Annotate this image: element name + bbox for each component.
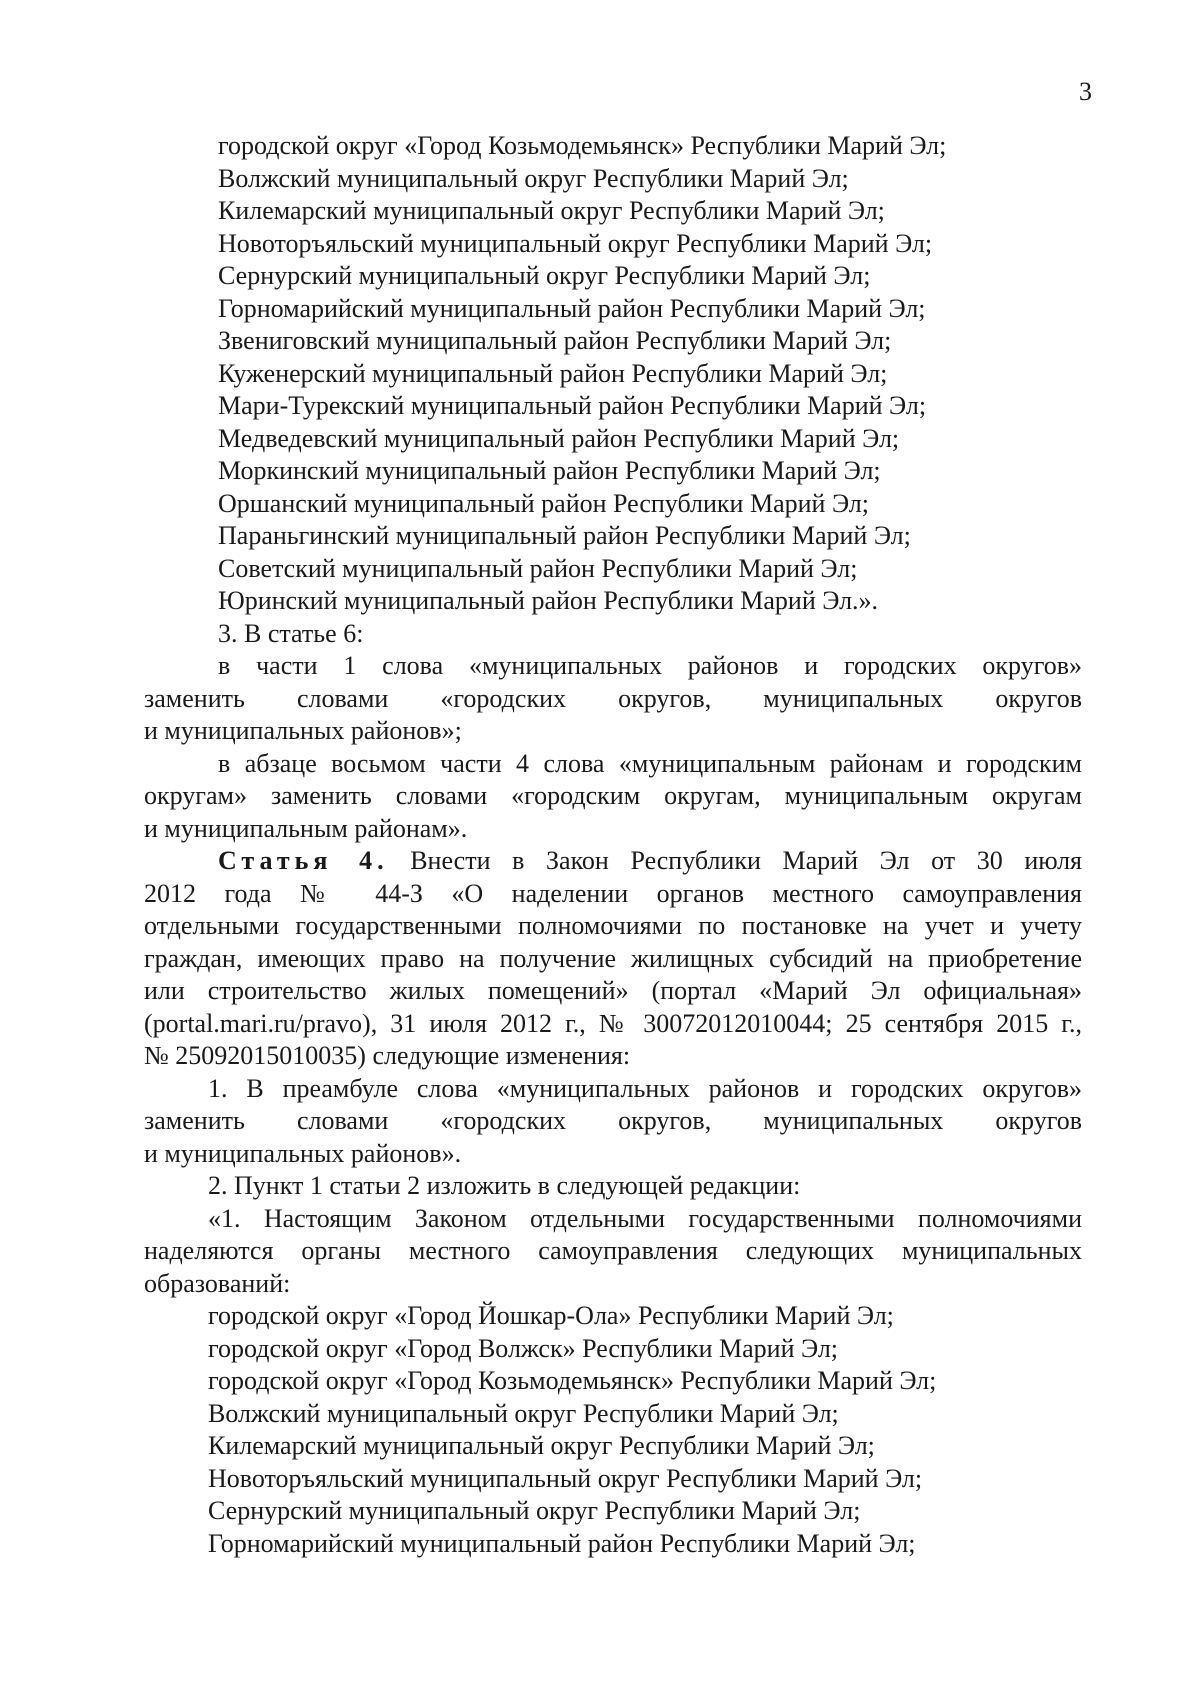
list-item: Советский муниципальный район Республики Марий Эл; — [218, 553, 858, 583]
list-item: Куженерский муниципальный район Республики Марий Эл; — [218, 358, 888, 388]
paragraph-line: № 25092015010035) следующие изменения: — [144, 1041, 631, 1070]
list-item: Горномарийский муниципальный район Республики Марий Эл; — [218, 293, 926, 323]
document-body — [144, 130, 1082, 1560]
list-item: Звениговский муниципальный район Республики Марий Эл; — [218, 326, 892, 355]
article-4-text: Внести в Закон Республики Марий Эл от 30 июля — [410, 846, 1082, 875]
paragraph-line: заменить словами «городских округов, муниципальных округов — [144, 683, 1082, 713]
quote-paragraph — [144, 1203, 1082, 1301]
item-1-preamble — [144, 1073, 1082, 1171]
paragraph-line: 2012 года № 44-З «О наделении органов местного самоуправления — [144, 878, 1082, 908]
paragraph-part-1 — [144, 650, 1082, 748]
item-2-heading: 2. Пункт 1 статьи 2 изложить в следующей редакции: — [208, 1171, 801, 1200]
list-item: городской округ «Город Козьмодемьянск» Республики Марий Эл; — [208, 1366, 937, 1395]
paragraph-line: отдельными государственными полномочиями по постановке на учет и учету — [144, 911, 1082, 940]
paragraph-line: заменить словами «городских округов, муниципальных округов — [144, 1106, 1082, 1135]
article-4-first-line — [144, 845, 1082, 878]
paragraph-line: граждан, имеющих право на получение жилищных субсидий на приобретение — [144, 943, 1082, 973]
list-item: Сернурский муниципальный округ Республики Марий Эл; — [218, 261, 871, 290]
list-item: Волжский муниципальный округ Республики Марий Эл; — [218, 163, 849, 193]
list-item: Килемарский муниципальный округ Республики Марий Эл; — [218, 196, 885, 225]
paragraph-line: «1. Настоящим Законом отдельными государственными полномочиями — [208, 1203, 1082, 1233]
list-item: городской округ «Город Козьмодемьянск» Республики Марий Эл; — [218, 131, 947, 160]
paragraph-line: 1. В преамбуле слова «муниципальных районов и городских округов» — [208, 1073, 1082, 1103]
paragraph-abzac-8 — [144, 748, 1082, 846]
list-item: Новоторъяльский муниципальный округ Республики Марий Эл; — [218, 228, 933, 258]
page-number: 3 — [1079, 77, 1092, 106]
paragraph-line: округам» заменить словами «городским округам, муниципальным округам — [144, 781, 1082, 810]
paragraph-line: и муниципальных районов»; — [144, 716, 462, 745]
paragraph-line: и муниципальным районам». — [144, 813, 468, 843]
article-4 — [144, 845, 1082, 1073]
paragraph-line: в части 1 слова «муниципальных районов и городских округов» — [218, 651, 1082, 680]
paragraph-line: (portal.mari.ru/pravo), 31 июля 2012 г., № 30072012010044; 25 сентября 2015 г., — [144, 1008, 1082, 1038]
paragraph-line: наделяются органы местного самоуправления следующих муниципальных — [144, 1236, 1082, 1265]
paragraph-line: образований: — [144, 1268, 291, 1298]
list-item: Килемарский муниципальный округ Республики Марий Эл; — [208, 1431, 875, 1460]
list-item: Параньгинский муниципальный район Республики Марий Эл; — [218, 521, 911, 550]
list-item: городской округ «Город Йошкар-Ола» Республики Марий Эл; — [208, 1301, 894, 1330]
list-item: Медведевский муниципальный район Республики Марий Эл; — [218, 423, 900, 453]
item-3-heading: 3. В статье 6: — [218, 618, 364, 648]
article-label: Статья 4. — [218, 846, 389, 875]
paragraph-line: и муниципальных районов». — [144, 1138, 462, 1168]
list-item: Моркинский муниципальный район Республики Марий Эл; — [218, 456, 881, 485]
list-item: городской округ «Город Волжск» Республики Марий Эл; — [208, 1333, 839, 1363]
list-item: Оршанский муниципальный район Республики Марий Эл; — [218, 488, 869, 518]
list-item: Горномарийский муниципальный район Республики Марий Эл; — [208, 1528, 916, 1558]
list-item: Волжский муниципальный округ Республики Марий Эл; — [208, 1398, 839, 1428]
paragraph-line: или строительство жилых помещений» (портал «Марий Эл официальная» — [144, 976, 1082, 1005]
paragraph-line: в абзаце восьмом части 4 слова «муниципальным районам и городским — [218, 748, 1082, 778]
list-item: Юринский муниципальный район Республики Марий Эл.». — [218, 586, 879, 615]
list-item: Сернурский муниципальный округ Республики Марий Эл; — [208, 1496, 861, 1525]
list-item: Новоторъяльский муниципальный округ Республики Марий Эл; — [208, 1463, 923, 1493]
list-item: Мари-Турекский муниципальный район Республики Марий Эл; — [218, 391, 927, 420]
